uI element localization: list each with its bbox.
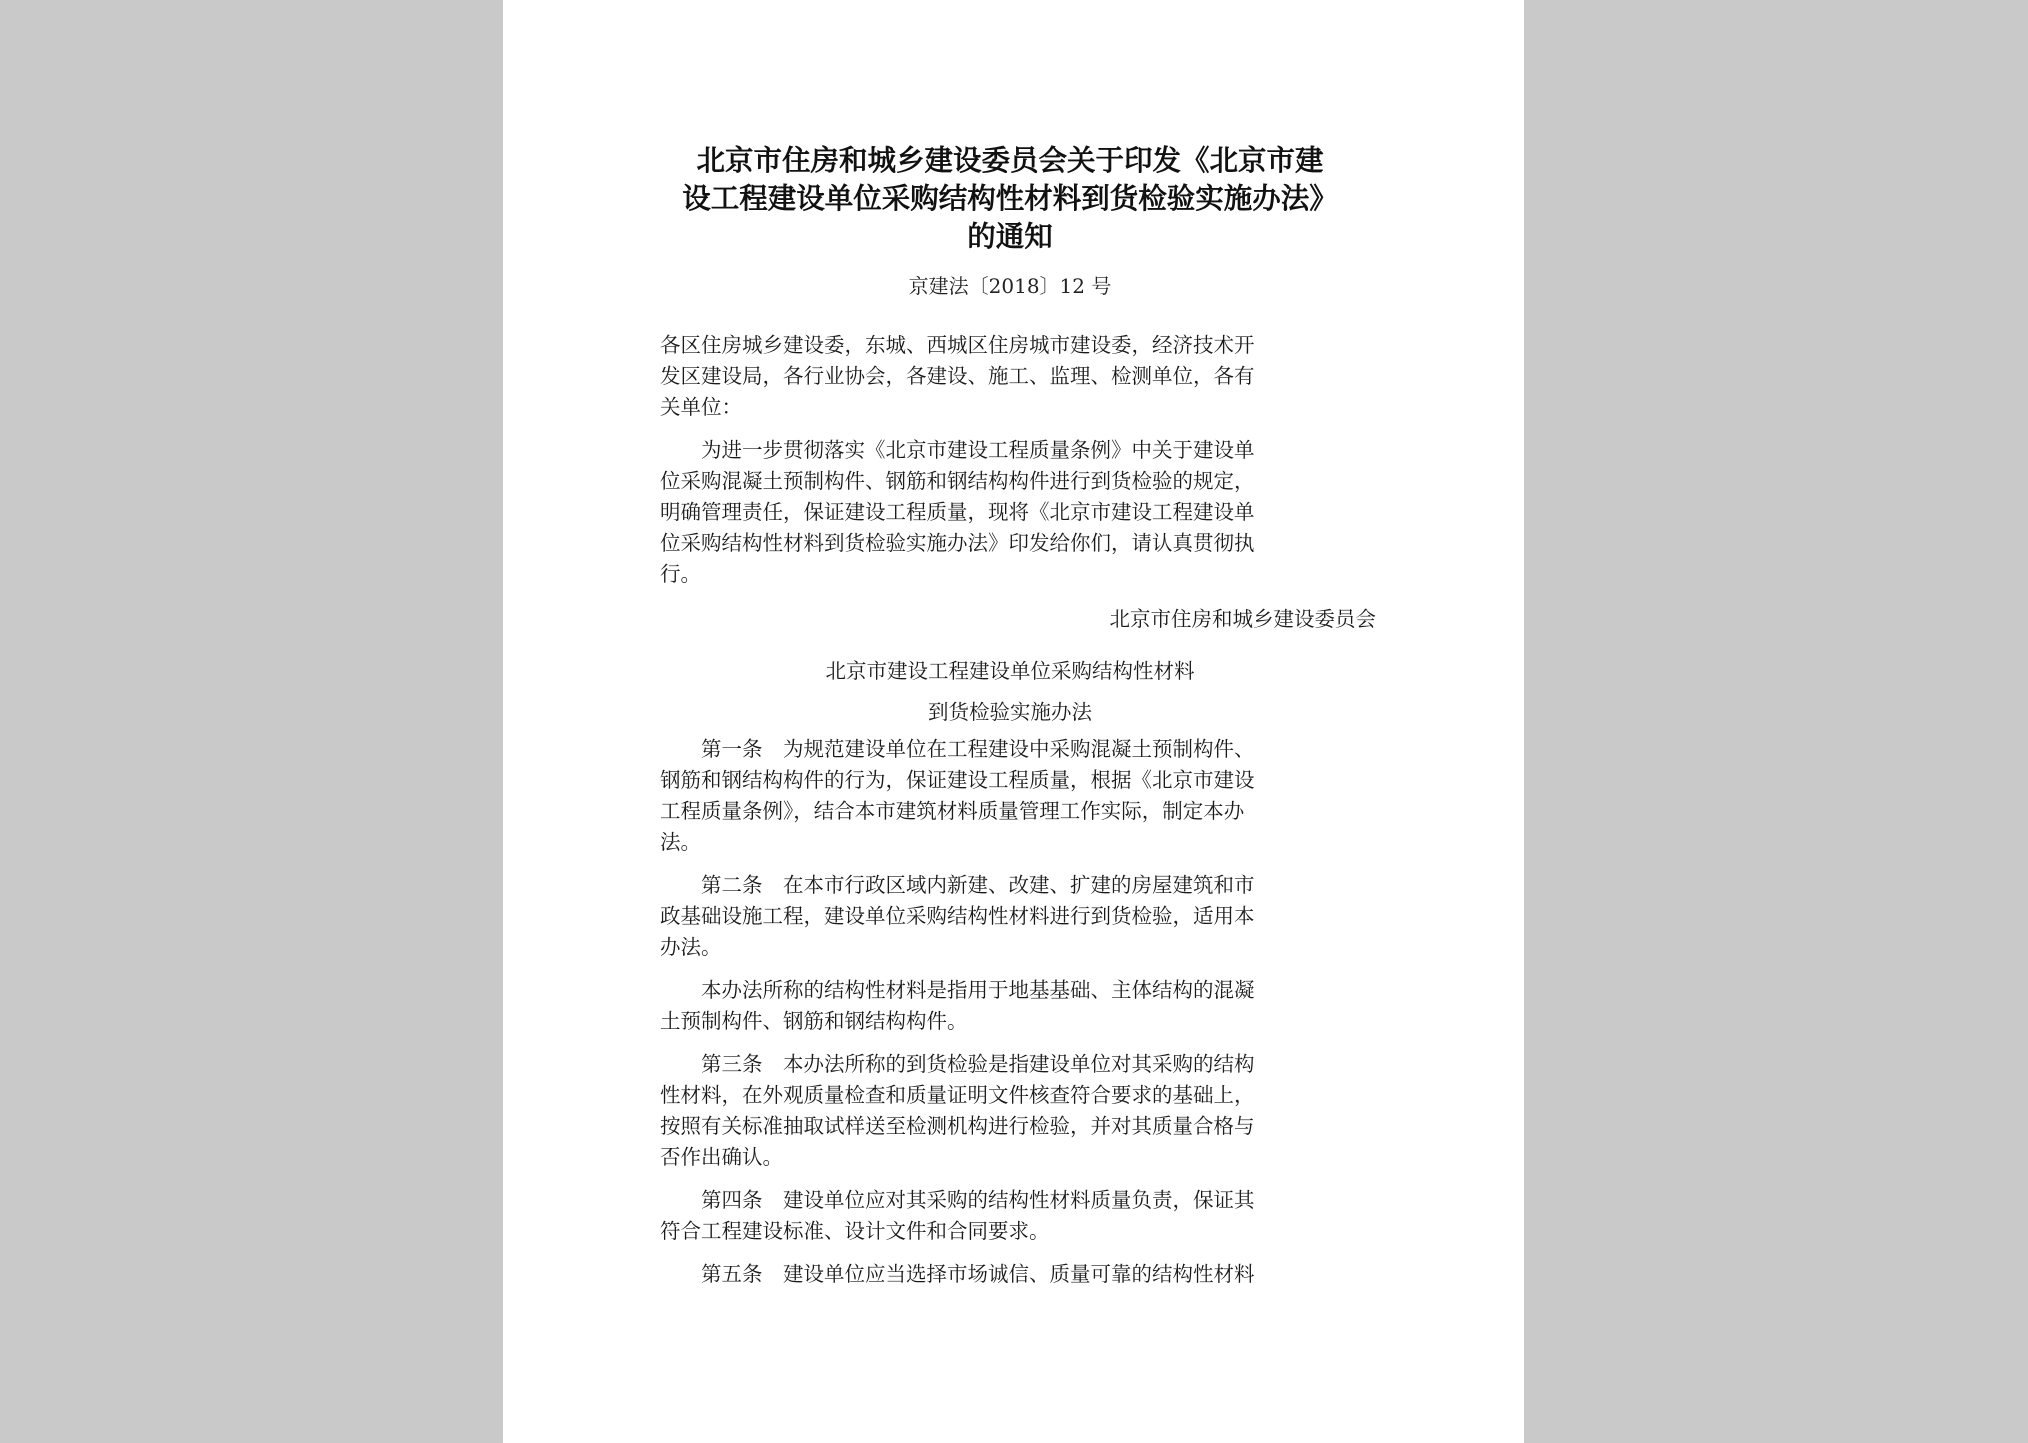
measures-title bbox=[660, 656, 1360, 728]
text-line: 钢筋和钢结构构件的行为，保证建设工程质量，根据《北京市建设 bbox=[660, 767, 1255, 792]
addressee-paragraph bbox=[660, 330, 1360, 423]
subtitle-line: 到货检验实施办法 bbox=[928, 699, 1092, 724]
document-number: 京建法〔2018〕12 号 bbox=[908, 274, 1112, 298]
text-line: 符合工程建设标准、设计文件和合同要求。 bbox=[660, 1218, 1050, 1243]
document-page bbox=[503, 0, 1524, 1443]
article-2-paragraph bbox=[660, 870, 1360, 963]
text-line: 否作出确认。 bbox=[660, 1144, 783, 1169]
text-line: 第二条 在本市行政区域内新建、改建、扩建的房屋建筑和市 bbox=[660, 872, 1255, 897]
title-line: 的通知 bbox=[967, 220, 1053, 253]
text-line: 各区住房城乡建设委，东城、西城区住房城市建设委，经济技术开 bbox=[660, 333, 1255, 357]
text-line: 发区建设局，各行业协会，各建设、施工、监理、检测单位，各有 bbox=[660, 364, 1255, 388]
text-line: 本办法所称的结构性材料是指用于地基基础、主体结构的混凝 bbox=[660, 977, 1255, 1002]
text-line: 位采购结构性材料到货检验实施办法》印发给你们，请认真贯彻执 bbox=[660, 531, 1255, 555]
definition-paragraph bbox=[660, 975, 1360, 1037]
text-line: 第四条 建设单位应对其采购的结构性材料质量负责，保证其 bbox=[660, 1187, 1255, 1212]
text-line: 第五条 建设单位应当选择市场诚信、质量可靠的结构性材料 bbox=[660, 1261, 1255, 1286]
text-line: 政基础设施工程，建设单位采购结构性材料进行到货检验，适用本 bbox=[660, 903, 1255, 928]
intro-paragraph bbox=[660, 435, 1360, 590]
document-title bbox=[660, 142, 1360, 256]
title-line: 北京市住房和城乡建设委员会关于印发《北京市建 bbox=[696, 144, 1324, 177]
text-line: 关单位： bbox=[660, 395, 742, 419]
page-content bbox=[660, 142, 1376, 1290]
text-line: 办法。 bbox=[660, 934, 722, 959]
title-line: 设工程建设单位采购结构性材料到货检验实施办法》 bbox=[682, 182, 1338, 215]
text-line: 工程质量条例》，结合本市建筑材料质量管理工作实际，制定本办 bbox=[660, 798, 1245, 823]
article-3-paragraph bbox=[660, 1049, 1360, 1173]
subtitle-line: 北京市建设工程建设单位采购结构性材料 bbox=[825, 658, 1195, 683]
text-line: 位采购混凝土预制构件、钢筋和钢结构构件进行到货检验的规定， bbox=[660, 469, 1255, 493]
article-5-paragraph bbox=[660, 1259, 1360, 1290]
article-1-paragraph bbox=[660, 734, 1360, 858]
text-line: 土预制构件、钢筋和钢结构构件。 bbox=[660, 1008, 968, 1033]
text-line: 第三条 本办法所称的到货检验是指建设单位对其采购的结构 bbox=[660, 1051, 1255, 1076]
text-line: 法。 bbox=[660, 829, 701, 854]
text-line: 明确管理责任，保证建设工程质量，现将《北京市建设工程建设单 bbox=[660, 500, 1255, 524]
text-line: 性材料，在外观质量检查和质量证明文件核查符合要求的基础上， bbox=[660, 1082, 1255, 1107]
issuer-signature: 北京市住房和城乡建设委员会 bbox=[1109, 607, 1376, 631]
text-line: 为进一步贯彻落实《北京市建设工程质量条例》中关于建设单 bbox=[660, 438, 1255, 462]
text-line: 行。 bbox=[660, 562, 701, 586]
text-line: 第一条 为规范建设单位在工程建设中采购混凝土预制构件、 bbox=[660, 736, 1255, 761]
text-line: 按照有关标准抽取试样送至检测机构进行检验，并对其质量合格与 bbox=[660, 1113, 1255, 1138]
article-4-paragraph bbox=[660, 1185, 1360, 1247]
